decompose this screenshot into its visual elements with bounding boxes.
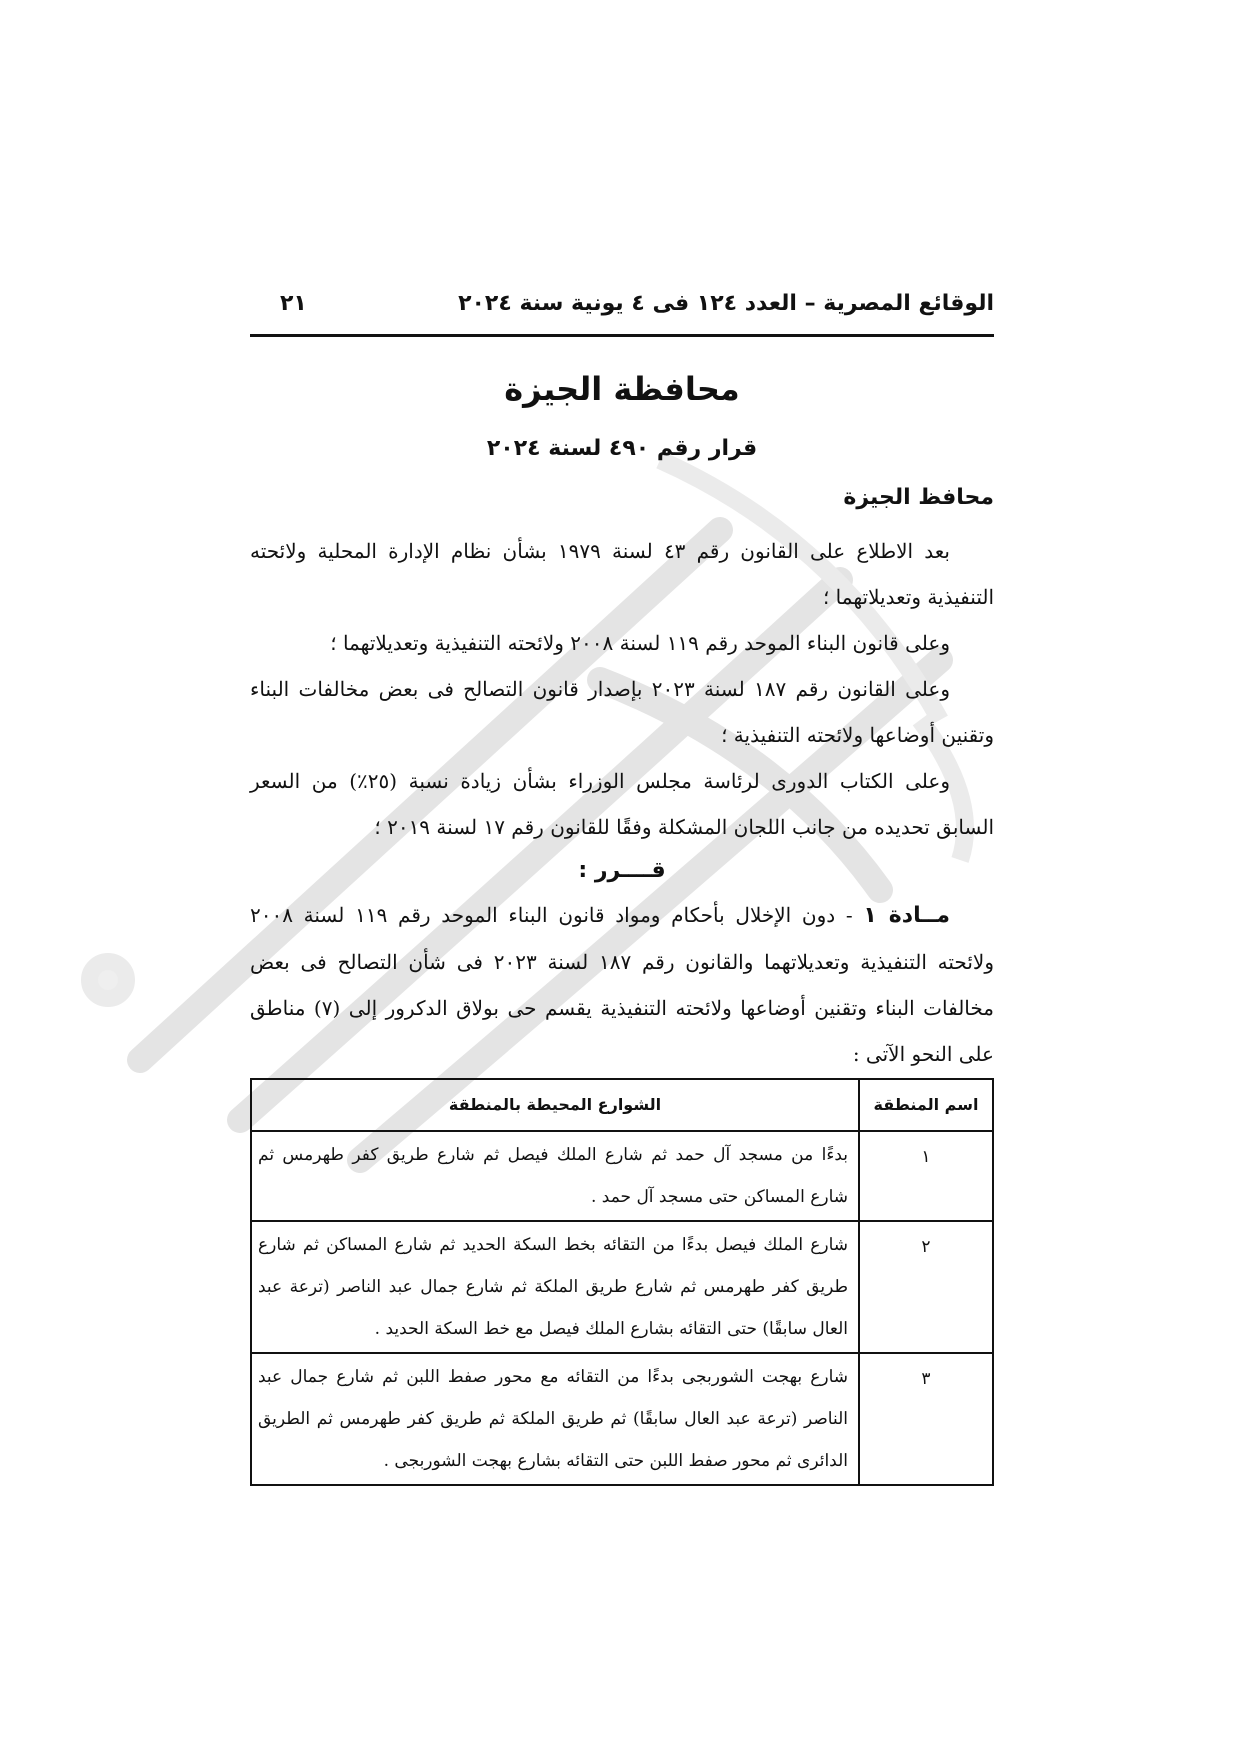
table-row [251, 1131, 993, 1221]
preamble-paragraph: بعد الاطلاع على القانون رقم ٤٣ لسنة ١٩٧٩ بشأن نظام الإدارة المحلية ولائحته التنفيذية وتعديلاتهما ؛ [250, 539, 994, 609]
zone-streets: شارع بهجت الشوربجى بدءًا من التقائه مع محور صفط اللبن ثم شارع جمال عبد الناصر (ترعة عبد العال سابقًا) ثم طريق الملكة ثم طريق كفر طهرمس ثم الطريق الدائرى ثم محور صفط اللبن حتى التقائه بشارع بهجت الشوربجى . [251, 1353, 859, 1485]
zone-streets: شارع الملك فيصل بدءًا من التقائه بخط السكة الحديد ثم شارع المساكن ثم شارع طريق كفر طهرمس ثم شارع طريق الملكة ثم شارع جمال عبد الناصر (ترعة عبد العال سابقًا) حتى التقائه بشارع الملك فيصل مع خط السكة الحديد . [251, 1221, 859, 1353]
table-header-row [251, 1079, 993, 1131]
preamble-paragraph: وعلى الكتاب الدورى لرئاسة مجلس الوزراء بشأن زيادة نسبة (٢٥٪) من السعر السابق تحديده من جانب اللجان المشكلة وفقًا للقانون رقم ١٧ لسنة ٢٠١٩ ؛ [250, 769, 994, 839]
zone-number: ١ [859, 1131, 993, 1221]
governorate-title: محافظة الجيزة [504, 370, 740, 408]
gazette-header [250, 283, 994, 323]
table-row [251, 1353, 993, 1485]
governor-title: محافظ الجيزة [843, 485, 994, 510]
article-1-label: مــادة ١ [863, 903, 950, 928]
decided-label: قــــرر [594, 858, 666, 883]
table-row [251, 1221, 993, 1353]
decree-title: قرار رقم ٤٩٠ لسنة ٢٠٢٤ [486, 436, 758, 461]
article-1-text: - دون الإخلال بأحكام ومواد قانون البناء الموحد رقم ١١٩ لسنة ٢٠٠٨ ولائحته التنفيذية وتعديلاتهما والقانون رقم ١٨٧ لسنة ٢٠٢٣ فى شأن التصالح فى بعض مخالفات البناء وتقنين أوضاعها ولائحته التنفيذية يقسم حى بولاق الدكرور إلى (٧) مناطق على النحو الآتى : [250, 903, 995, 1066]
gazette-issue-title: الوقائع المصرية – العدد ١٢٤ فى ٤ يونية سنة ٢٠٢٤ [458, 290, 994, 316]
decree-body [250, 528, 994, 1077]
zone-name-header: اسم المنطقة [859, 1079, 993, 1131]
zone-streets: بدءًا من مسجد آل حمد ثم شارع الملك فيصل ثم شارع طريق كفر طهرمس ثم شارع المساكن حتى مسجد آل حمد . [251, 1131, 859, 1221]
article-1 [250, 892, 994, 1077]
zones-table [250, 1078, 994, 1486]
decided-heading [250, 850, 994, 892]
zone-number: ٣ [859, 1353, 993, 1485]
header-divider [250, 334, 994, 337]
zone-number: ٢ [859, 1221, 993, 1353]
streets-header: الشوارع المحيطة بالمنطقة [251, 1079, 859, 1131]
decided-colon: : [578, 858, 595, 883]
preamble-paragraph: وعلى القانون رقم ١٨٧ لسنة ٢٠٢٣ بإصدار قانون التصالح فى بعض مخالفات البناء وتقنين أوضاعها ولائحته التنفيذية ؛ [250, 677, 994, 747]
preamble-paragraph: وعلى قانون البناء الموحد رقم ١١٩ لسنة ٢٠٠٨ ولائحته التنفيذية وتعديلاتهما ؛ [330, 631, 950, 655]
page-number: ٢١ [280, 290, 307, 316]
